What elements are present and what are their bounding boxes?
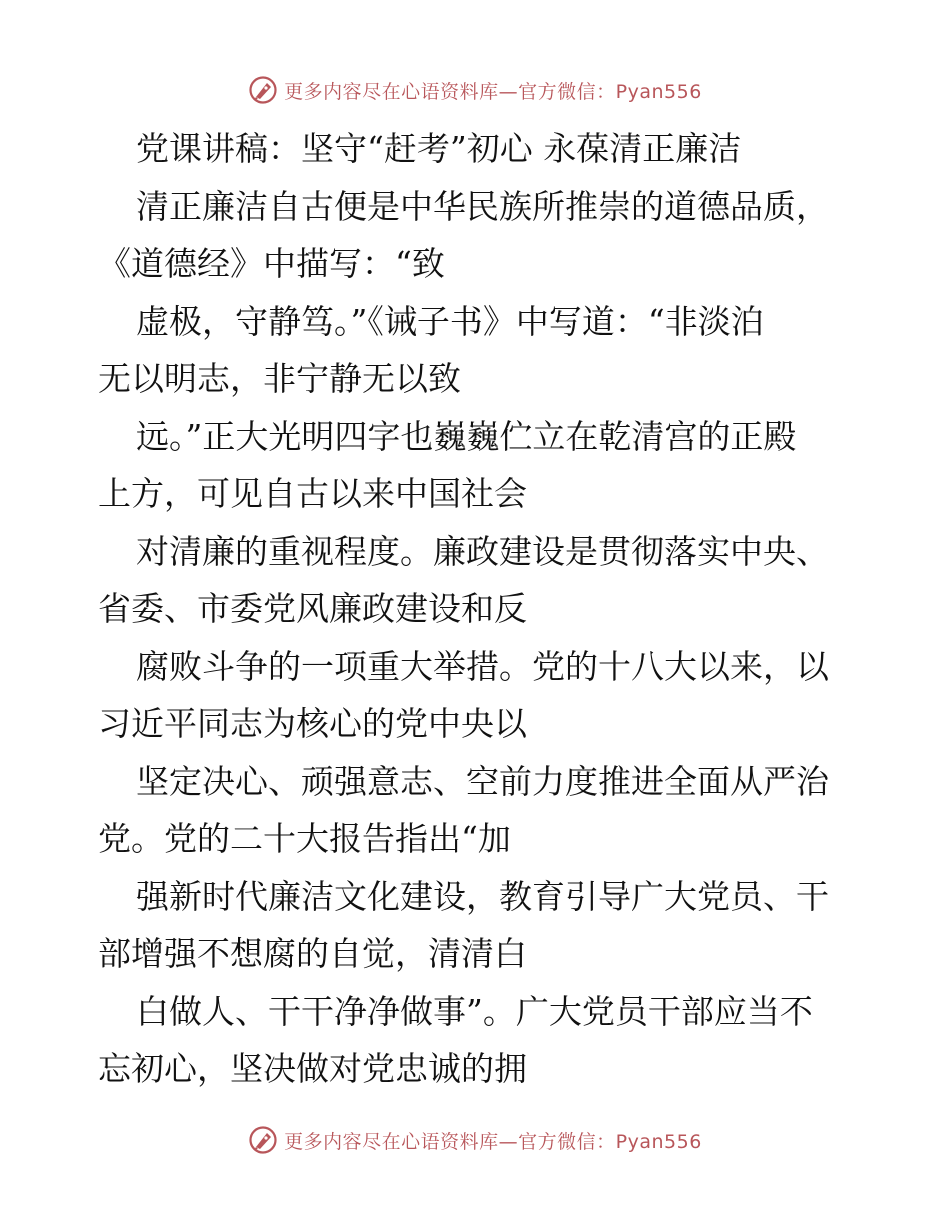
text-line-2: 《道德经》中描写：“致 [98, 244, 445, 283]
header-banner [0, 70, 950, 110]
text-line-4: 无以明志，非宁静无以致 [98, 359, 461, 398]
text-line-3: 虚极，守静笃。”《诫子书》中写道：“非淡泊 [136, 301, 764, 341]
pen-nib-logo-icon [248, 1125, 278, 1155]
header-banner-text: 更多内容尽在心语资料库—官方微信：Pyan556 [284, 80, 702, 103]
text-line-11: 坚定决心、顽强意志、空前力度推进全面从严治 [136, 761, 829, 801]
document-title: 党课讲稿：坚守“赶考”初心 永葆清正廉洁 [136, 129, 742, 168]
text-line-7: 对清廉的重视程度。廉政建设是贯彻落实中央、 [136, 531, 829, 571]
footer-banner [0, 1120, 950, 1160]
text-line-1: 清正廉洁自古便是中华民族所推崇的道德品质， [136, 186, 829, 226]
text-line-15: 白做人、干干净净做事”。广大党员干部应当不 [136, 991, 813, 1031]
text-line-12: 党。党的二十大报告指出“加 [98, 819, 511, 858]
pen-nib-logo-icon [248, 75, 278, 105]
text-line-16: 忘初心，坚决做对党忠诚的拥 [98, 1049, 527, 1088]
footer-banner-text: 更多内容尽在心语资料库—官方微信：Pyan556 [284, 1130, 702, 1153]
text-line-8: 省委、市委党风廉政建设和反 [98, 589, 527, 628]
text-line-6: 上方，可见自古以来中国社会 [98, 474, 527, 513]
document-body [98, 120, 858, 1098]
text-line-14: 部增强不想腐的自觉，清清白 [98, 934, 527, 973]
text-line-5: 远。”正大光明四字也巍巍伫立在乾清宫的正殿 [136, 416, 797, 456]
text-line-9: 腐败斗争的一项重大举措。党的十八大以来，以 [136, 646, 829, 686]
text-line-10: 习近平同志为核心的党中央以 [98, 704, 527, 743]
text-line-13: 强新时代廉洁文化建设，教育引导广大党员、干 [136, 876, 829, 916]
